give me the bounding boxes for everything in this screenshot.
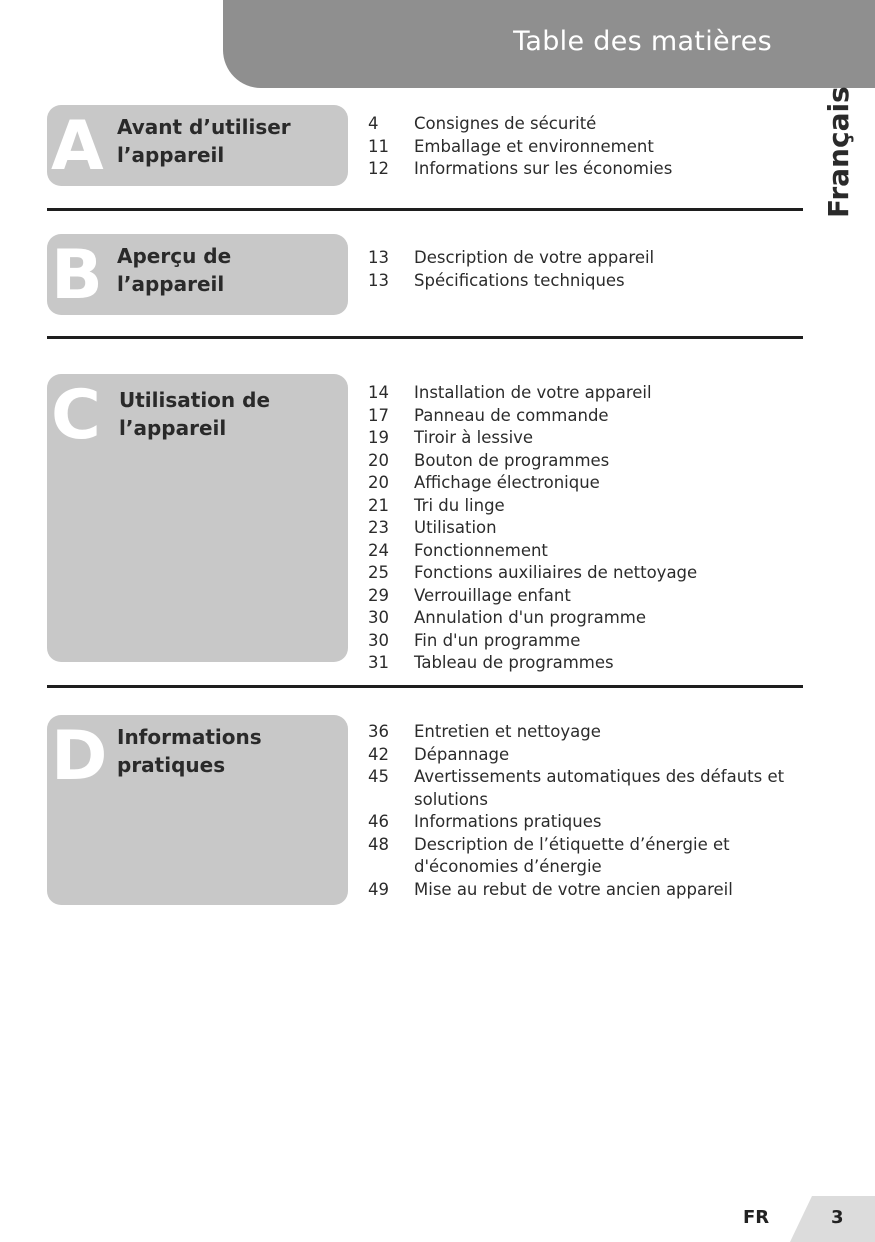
section-c-toc [368,382,798,675]
section-b-letter: B [51,236,103,315]
toc-page-number: 46 [368,812,389,831]
toc-page-number: 31 [368,653,389,672]
toc-entry-label: Consignes de sécurité [414,114,597,133]
section-divider [47,208,803,211]
language-tab: Français [822,86,855,218]
section-d-title: Informations pratiques [117,725,262,777]
toc-page-number: 21 [368,495,389,515]
toc-entry[interactable] [368,879,798,902]
section-a [47,105,803,190]
section-b-title: Aperçu de l’appareil [117,244,232,296]
section-d-letter: D [51,717,108,796]
toc-page-number: 49 [368,879,389,899]
toc-page-number: 30 [368,630,389,650]
toc-entry[interactable] [368,721,798,744]
section-divider [47,336,803,339]
page-title: Table des matières [513,26,772,57]
toc-page-number: 42 [368,744,389,764]
section-c-box [47,374,348,662]
toc-page-number: 48 [368,834,389,854]
section-d-box [47,715,348,905]
toc-entry-label: Dépannage [414,744,510,764]
toc-entry[interactable] [368,247,798,270]
toc-entry[interactable] [368,270,798,293]
toc-entry-label: Description de votre appareil [414,248,655,267]
toc-page-number: 20 [368,450,389,470]
toc-entry-label: Description de l’étiquette d’énergie et d'économies d’énergie [414,834,730,876]
toc-page-number: 14 [368,383,389,402]
toc-entry-label: Tiroir à lessive [414,428,534,447]
toc-entry[interactable] [368,766,798,811]
toc-entry-label: Fonctions auxiliaires de nettoyage [414,563,698,582]
toc-page-number: 19 [368,428,389,447]
toc-page-number: 11 [368,136,389,156]
toc-entry-label: Utilisation [414,518,497,537]
toc-entry-label: Annulation d'un programme [414,608,647,627]
section-b-toc [368,247,798,292]
toc-page-number: 36 [368,722,389,741]
section-c-letter: C [51,376,101,455]
toc-entry-label: Affichage électronique [414,473,600,492]
toc-entry[interactable] [368,585,798,608]
section-a-toc [368,113,798,181]
toc-entry-label: Mise au rebut de votre ancien appareil [414,879,733,899]
toc-page-number: 17 [368,405,389,425]
toc-entry-label: Fonctionnement [414,540,548,560]
section-d [47,715,803,910]
toc-entry-label: Verrouillage enfant [414,585,571,605]
section-a-box [47,105,348,186]
toc-page-number: 12 [368,159,389,178]
toc-entry[interactable] [368,450,798,473]
toc-entry-label: Bouton de programmes [414,450,610,470]
header-bar [223,0,875,88]
section-a-title: Avant d’utiliser l’appareil [117,115,291,167]
toc-page-number: 45 [368,767,389,786]
toc-entry[interactable] [368,540,798,563]
section-divider [47,685,803,688]
toc-entry[interactable] [368,136,798,159]
toc-entry-label: Informations pratiques [414,812,602,831]
toc-entry-label: Emballage et environnement [414,136,654,156]
toc-entry-label: Informations sur les économies [414,159,673,178]
toc-page-number: 4 [368,114,379,133]
section-c [47,374,803,674]
toc-page-number: 29 [368,585,389,605]
toc-entry[interactable] [368,517,798,540]
toc-entry[interactable] [368,495,798,518]
toc-entry-label: Spécifications techniques [414,270,625,290]
toc-entry[interactable] [368,382,798,405]
section-c-title: Utilisation de l’appareil [119,388,271,440]
toc-entry[interactable] [368,562,798,585]
toc-page-number: 13 [368,270,389,290]
section-d-toc [368,721,798,901]
toc-entry[interactable] [368,472,798,495]
toc-entry[interactable] [368,113,798,136]
toc-entry[interactable] [368,630,798,653]
toc-entry-label: Tableau de programmes [414,653,614,672]
toc-entry-label: Fin d'un programme [414,630,581,650]
footer-language-code: FR [743,1207,770,1228]
toc-entry[interactable] [368,652,798,675]
toc-entry-label: Panneau de commande [414,405,609,425]
section-b [47,234,803,319]
toc-entry[interactable] [368,744,798,767]
footer-page-number: 3 [831,1207,844,1228]
toc-entry[interactable] [368,811,798,834]
section-a-letter: A [51,107,104,186]
toc-page-number: 23 [368,518,389,537]
toc-page-number: 25 [368,563,389,582]
toc-entry[interactable] [368,405,798,428]
toc-entry-label: Entretien et nettoyage [414,722,601,741]
toc-entry-label: Tri du linge [414,495,505,515]
toc-entry[interactable] [368,158,798,181]
toc-page-number: 13 [368,248,389,267]
toc-page-number: 20 [368,473,389,492]
toc-page-number: 24 [368,540,389,560]
toc-page-number: 30 [368,608,389,627]
toc-entry-label: Avertissements automatiques des défauts et solutions [414,767,785,809]
toc-entry-label: Installation de votre appareil [414,383,652,402]
toc-entry[interactable] [368,607,798,630]
toc-entry[interactable] [368,834,798,879]
toc-entry[interactable] [368,427,798,450]
section-b-box [47,234,348,315]
